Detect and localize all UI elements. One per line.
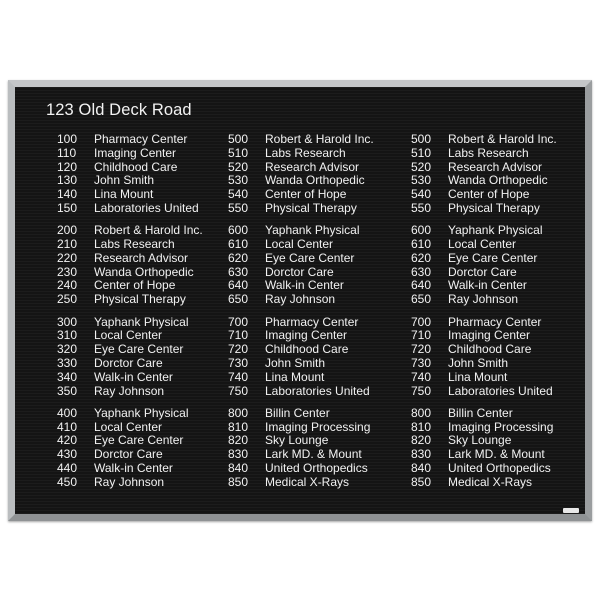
suite-number: 850 [411,474,432,489]
tenant-name: Laboratories United [448,383,553,398]
tenant-name: Ray Johnson [94,383,165,398]
suite-number: 530 [411,173,432,188]
tenant-name: Dorctor Care [448,264,517,279]
suite-number: 650 [411,292,432,307]
directory-entry [57,161,203,175]
directory-entry [411,476,557,490]
directory-entry [411,385,557,399]
directory-entry [411,434,557,448]
suite-number: 640 [228,278,249,293]
tenant-name: Robert & Harold Inc. [94,223,203,238]
tenant-name: Center of Hope [94,278,176,293]
directory-entry [228,462,374,476]
suite-number: 120 [57,159,78,174]
suite-number: 800 [228,405,249,420]
suite-number: 800 [411,405,432,420]
tenant-name: Ray Johnson [265,292,336,307]
directory-entry [411,174,557,188]
directory-entry [411,161,557,175]
suite-number: 250 [57,292,78,307]
directory-entry [228,188,374,202]
directory-entry [57,357,203,371]
directory-entry [57,343,203,357]
tenant-name: Childhood Care [448,342,532,357]
directory-entry [411,279,557,293]
tenant-name: Local Center [448,237,517,252]
suite-number: 210 [57,237,78,252]
suite-number: 500 [228,132,249,146]
suite-number: 520 [411,159,432,174]
tenant-name: Labs Research [265,145,346,160]
suite-number: 350 [57,383,78,398]
directory-entry [228,224,374,238]
tenant-name: Center of Hope [265,187,347,202]
directory-entry [411,316,557,330]
directory-entry [57,434,203,448]
tenant-name: United Orthopedics [265,461,368,476]
directory-group [228,224,374,307]
tenant-name: Wanda Orthopedic [265,173,365,188]
directory-entry [411,343,557,357]
suite-number: 330 [57,355,78,370]
tenant-name: Labs Research [94,237,175,252]
suite-number: 540 [228,187,249,202]
tenant-name: John Smith [94,173,155,188]
directory-entry [228,147,374,161]
suite-number: 200 [57,223,78,238]
suite-number: 810 [228,419,249,434]
directory-entry [228,266,374,280]
directory-entry [411,188,557,202]
tenant-name: Dorctor Care [94,447,163,462]
directory-entry [57,476,203,490]
tenant-name: Yaphank Physical [448,223,543,238]
tenant-name: Research Advisor [265,159,360,174]
suite-number: 410 [57,419,78,434]
suite-number: 110 [57,145,77,160]
suite-number: 540 [411,187,432,202]
directory-entry [411,357,557,371]
tenant-name: Wanda Orthopedic [448,173,548,188]
tenant-name: Walk-in Center [94,461,173,476]
directory-entry [57,407,203,421]
tenant-name: Pharmacy Center [94,132,188,146]
directory-entry [57,202,203,216]
tenant-name: Lina Mount [94,187,154,202]
directory-entry [411,329,557,343]
directory-board [15,87,585,514]
suite-number: 840 [411,461,432,476]
suite-number: 150 [57,200,78,215]
tenant-name: Dorctor Care [94,355,163,370]
directory-group [411,407,557,490]
tenant-name: Imaging Processing [265,419,371,434]
directory-column-2 [228,133,374,490]
tenant-name: Eye Care Center [448,250,538,265]
suite-number: 600 [228,223,249,238]
tenant-name: Lark MD. & Mount [265,447,362,462]
tenant-name: Physical Therapy [448,200,540,215]
tenant-name: Lina Mount [448,369,508,384]
directory-entry [411,147,557,161]
directory-entry [228,385,374,399]
directory-entry [57,133,203,147]
suite-number: 830 [228,447,249,462]
suite-number: 520 [228,159,249,174]
tenant-name: Childhood Care [94,159,178,174]
suite-number: 610 [228,237,249,252]
directory-entry [57,421,203,435]
directory-entry [411,421,557,435]
suite-number: 500 [411,132,432,146]
directory-group [228,133,374,216]
tenant-name: Dorctor Care [265,264,334,279]
suite-number: 730 [228,355,249,370]
directory-column-1 [57,133,203,490]
board-title: 123 Old Deck Road [46,101,192,119]
directory-board-frame [8,80,592,521]
suite-number: 840 [228,461,249,476]
suite-number: 420 [57,433,78,448]
directory-entry [228,252,374,266]
directory-entry [57,293,203,307]
directory-entry [411,252,557,266]
directory-entry [411,202,557,216]
directory-group [411,224,557,307]
tenant-name: Sky Lounge [448,433,512,448]
directory-group [57,407,203,490]
suite-number: 740 [228,369,249,384]
tenant-name: Imaging Center [94,145,177,160]
tenant-name: Yaphank Physical [265,223,360,238]
tenant-name: Center of Hope [448,187,530,202]
suite-number: 850 [228,474,249,489]
suite-number: 510 [411,145,432,160]
suite-number: 550 [411,200,432,215]
tenant-name: Eye Care Center [265,250,355,265]
directory-entry [57,238,203,252]
suite-number: 130 [57,173,78,188]
directory-entry [411,462,557,476]
directory-group [228,316,374,399]
suite-number: 430 [57,447,78,462]
tenant-name: Medical X-Rays [448,474,533,489]
directory-entry [228,434,374,448]
tenant-name: Pharmacy Center [265,314,359,329]
directory-entry [411,407,557,421]
tenant-name: Imaging Center [448,328,531,343]
directory-group [57,133,203,216]
directory-entry [411,266,557,280]
tenant-name: Lark MD. & Mount [448,447,545,462]
directory-entry [228,448,374,462]
directory-entry [57,385,203,399]
directory-entry [228,316,374,330]
tenant-name: Childhood Care [265,342,349,357]
directory-entry [228,161,374,175]
tenant-name: John Smith [448,355,509,370]
directory-entry [57,316,203,330]
suite-number: 630 [411,264,432,279]
tenant-name: Walk-in Center [94,369,173,384]
directory-entry [228,293,374,307]
directory-entry [57,279,203,293]
suite-number: 620 [411,250,432,265]
tenant-name: Yaphank Physical [94,405,189,420]
suite-number: 310 [57,328,78,343]
tenant-name: Walk-in Center [265,278,344,293]
tenant-name: Local Center [94,419,163,434]
directory-entry [57,147,203,161]
tenant-name: Ray Johnson [94,474,165,489]
suite-number: 440 [57,461,78,476]
directory-entry [57,252,203,266]
tenant-name: Research Advisor [94,250,189,265]
suite-number: 240 [57,278,78,293]
tenant-name: Eye Care Center [94,433,184,448]
tenant-name: Sky Lounge [265,433,329,448]
suite-number: 230 [57,264,78,279]
tenant-name: United Orthopedics [448,461,551,476]
directory-entry [411,133,557,147]
tenant-name: Physical Therapy [94,292,186,307]
directory-entry [411,371,557,385]
suite-number: 620 [228,250,249,265]
tenant-name: Local Center [265,237,334,252]
suite-number: 810 [411,419,432,434]
directory-entry [57,224,203,238]
suite-number: 830 [411,447,432,462]
suite-number: 750 [228,383,249,398]
tenant-name: Labs Research [448,145,529,160]
suite-number: 740 [411,369,432,384]
directory-entry [228,476,374,490]
suite-number: 340 [57,369,78,384]
suite-number: 320 [57,342,78,357]
directory-group [57,316,203,399]
directory-entry [57,188,203,202]
directory-entry [228,238,374,252]
directory-entry [228,371,374,385]
tenant-name: Ray Johnson [448,292,519,307]
tenant-name: Robert & Harold Inc. [265,132,374,146]
directory-group [228,407,374,490]
suite-number: 640 [411,278,432,293]
directory-entry [57,371,203,385]
tenant-name: Medical X-Rays [265,474,350,489]
suite-number: 820 [228,433,249,448]
directory-entry [228,343,374,357]
suite-number: 730 [411,355,432,370]
manufacturer-logo-icon [563,508,579,513]
directory-entry [411,293,557,307]
tenant-name: John Smith [265,355,326,370]
tenant-name: Imaging Processing [448,419,554,434]
suite-number: 650 [228,292,249,307]
suite-number: 610 [411,237,432,252]
tenant-name: Laboratories United [94,200,199,215]
directory-entry [228,202,374,216]
tenant-name: Research Advisor [448,159,543,174]
suite-number: 750 [411,383,432,398]
tenant-name: Laboratories United [265,383,370,398]
suite-number: 820 [411,433,432,448]
tenant-name: Robert & Harold Inc. [448,132,557,146]
suite-number: 400 [57,405,78,420]
directory-entry [228,357,374,371]
directory-entry [57,174,203,188]
suite-number: 450 [57,474,78,489]
suite-number: 220 [57,250,78,265]
tenant-name: Local Center [94,328,163,343]
tenant-name: Billin Center [265,405,330,420]
tenant-name: Physical Therapy [265,200,357,215]
suite-number: 720 [411,342,432,357]
directory-column-3 [411,133,557,490]
suite-number: 710 [411,328,432,343]
suite-number: 700 [411,314,432,329]
suite-number: 530 [228,173,249,188]
suite-number: 550 [228,200,249,215]
tenant-name: Lina Mount [265,369,325,384]
directory-entry [228,279,374,293]
directory-entry [228,174,374,188]
directory-entry [228,421,374,435]
directory-entry [57,462,203,476]
directory-entry [411,224,557,238]
suite-number: 630 [228,264,249,279]
directory-entry [228,407,374,421]
suite-number: 300 [57,314,78,329]
suite-number: 510 [228,145,249,160]
suite-number: 700 [228,314,249,329]
suite-number: 710 [228,328,249,343]
directory-entry [228,329,374,343]
directory-entry [411,238,557,252]
tenant-name: Walk-in Center [448,278,527,293]
tenant-name: Pharmacy Center [448,314,542,329]
directory-entry [411,448,557,462]
directory-group [411,133,557,216]
suite-number: 100 [57,132,78,146]
directory-group [57,224,203,307]
suite-number: 720 [228,342,249,357]
tenant-name: Wanda Orthopedic [94,264,194,279]
directory-entry [57,448,203,462]
directory-entry [57,329,203,343]
tenant-name: Yaphank Physical [94,314,189,329]
suite-number: 600 [411,223,432,238]
directory-entry [57,266,203,280]
tenant-name: Eye Care Center [94,342,184,357]
suite-number: 140 [57,187,78,202]
directory-entry [228,133,374,147]
tenant-name: Imaging Center [265,328,348,343]
tenant-name: Billin Center [448,405,513,420]
directory-group [411,316,557,399]
